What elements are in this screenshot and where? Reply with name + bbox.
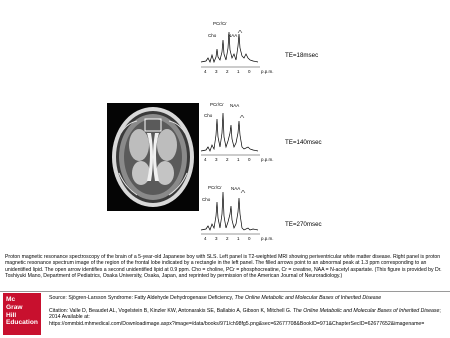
pcr-cr-label-1: PCr/Cr: [213, 21, 227, 26]
tick-4-3: 4: [204, 236, 207, 241]
source-line: [49, 295, 447, 302]
logo-line-2: Graw: [6, 303, 23, 311]
mr-spectra-panel: [198, 0, 338, 255]
citation-suffix: ; 2014 Available at:: [49, 308, 441, 321]
cho-label-2: Cho: [204, 113, 213, 118]
tick-1-3: 1: [237, 236, 240, 241]
cho-label-3: Cho: [202, 197, 211, 202]
tick-0-3: 0: [248, 236, 251, 241]
tick-3-3: 3: [215, 236, 218, 241]
te-label-1: TE=18msec: [285, 52, 319, 59]
pcr-cr-label-3: PCr/Cr: [208, 185, 222, 190]
spectrum-te270: [198, 170, 338, 255]
ppm-unit-1: p.p.m.: [261, 69, 274, 74]
citation-url[interactable]: https://ommbid.mhmedical.com/Downloadimage.aspx?image=/data/books/971/ch98fg5.png&sec=62677708&BookID=971&ChapterSecID=62677652&imagename=: [49, 320, 425, 327]
citation-book-title: The Online Metabolic and Molecular Bases of Inherited Disease: [292, 308, 440, 314]
footer-divider: [0, 291, 450, 292]
tick-2-1: 2: [226, 69, 229, 74]
tick-0-1: 0: [248, 69, 251, 74]
te-label-3: TE=270msec: [285, 221, 322, 228]
pcr-cr-label-2: PCr/Cr: [210, 102, 224, 107]
tick-1-2: 1: [237, 157, 240, 162]
source-book-title: The Online Metabolic and Molecular Bases of Inherited Disease: [234, 295, 382, 301]
figure-caption: Proton magnetic resonance spectroscopy of the brain of a 5-year-old Japanese boy with SLS. Left panel is T2-weighted MRI showing periventricular white matter disease. Right panel is proton magnetic resonance spectrum image of the region of the frontal lobe indicated by a rectangle in the left panel. The filled arrows point to an abnormal peak at 1.3 ppm corresponding to an unidentified lipid. The open arrow identifies a second unidentified lipid at 0.9 ppm. Cho = choline, PCr = phosphocreatine, Cr = creatine, NAA = N-acetyl aspartate. (This figure is provided by Dr. Toshiyuki Mano, Department of Pediatrics, Osaka University, Osaka, Japan, and reprinted by permission of the American Journal of Neuroradiology.): [5, 254, 442, 280]
tick-2-2: 2: [226, 157, 229, 162]
tick-1-1: 1: [237, 69, 240, 74]
ppm-unit-3: p.p.m.: [261, 236, 274, 241]
tick-3-2: 3: [215, 157, 218, 162]
logo-line-4: Education: [6, 319, 38, 327]
naa-label-2: NAA: [230, 103, 240, 108]
tick-3-1: 3: [215, 69, 218, 74]
mcgraw-hill-education-logo: [3, 293, 41, 335]
ppm-unit-2: p.p.m.: [261, 157, 274, 162]
mri-brain-image: [107, 103, 199, 211]
source-prefix: Source: Sjögren-Larsson Syndrome: Fatty Aldehyde Dehydrogenase Deficiency,: [49, 295, 235, 301]
citation-block: [49, 308, 447, 327]
logo-line-3: Hill: [6, 311, 17, 319]
tick-4-2: 4: [204, 157, 207, 162]
logo-line-1: Mc: [6, 296, 16, 303]
cho-label-1: Cho: [208, 33, 217, 38]
te-label-2: TE=140msec: [285, 139, 322, 146]
tick-2-3: 2: [226, 236, 229, 241]
tick-0-2: 0: [248, 157, 251, 162]
naa-label-1: NAA: [228, 33, 238, 38]
naa-label-3: NAA: [231, 186, 241, 191]
citation-prefix: Citation: Valle D, Beaudet AL, Vogelstein B, Kinzler KW, Antonarakis SE, Ballabio A, Gibson K, Mitchell G.: [49, 308, 293, 314]
tick-4-1: 4: [204, 69, 207, 74]
